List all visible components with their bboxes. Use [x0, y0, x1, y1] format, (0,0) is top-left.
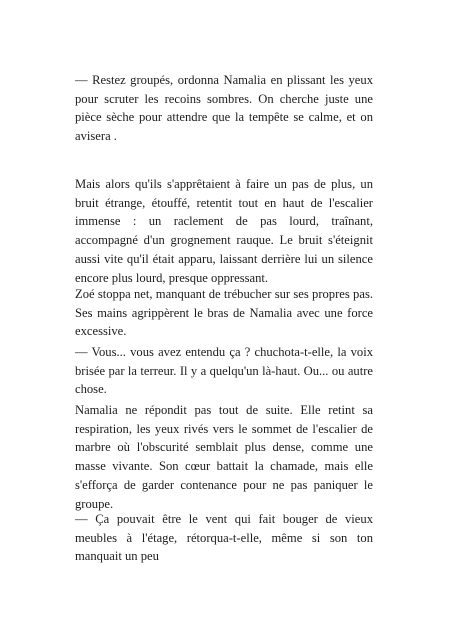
paragraph-dialogue-namalia: — Restez groupés, ordonna Namalia en plissant les yeux pour scruter les recoins sombres. On cherche juste une pièce sèche pour attendre que la tempête se calme, et on avisera .	[75, 73, 373, 144]
paragraph-namalia-silent: Namalia ne répondit pas tout de suite. Elle retint sa respiration, les yeux rivés vers le sommet de l'escalier de marbre où l'obscurité semblait plus dense, comme une masse vivante. Son cœur battait la chamade, mais elle s'efforça de garder contenance pour ne pas paniquer le groupe.	[75, 403, 373, 511]
paragraph-strange-noise: Mais alors qu'ils s'apprêtaient à faire un pas de plus, un bruit étrange, étouffé, retentit tout en haut de l'escalier immense : un raclement de pas lourd, traînant, accompagné d'un grognement rauque. Le bruit s'éteignit aussi vite qu'il était apparu, laissant derrière lui un silence encore plus lourd, presque oppressant.	[75, 177, 373, 285]
paragraph-zoe-stops: Zoé stoppa net, manquant de trébucher sur ses propres pas. Ses mains agrippèrent le bras de Namalia avec une force excessive.	[75, 287, 373, 339]
paragraph-dialogue-wind: — Ça pouvait être le vent qui fait bouger de vieux meubles à l'étage, rétorqua-t-elle, même si son ton manquait un peu	[75, 512, 373, 564]
paragraph-dialogue-zoe: — Vous... vous avez entendu ça ? chuchota-t-elle, la voix brisée par la terreur. Il y a quelqu'un là-haut. Ou... ou autre chose.	[75, 345, 373, 397]
